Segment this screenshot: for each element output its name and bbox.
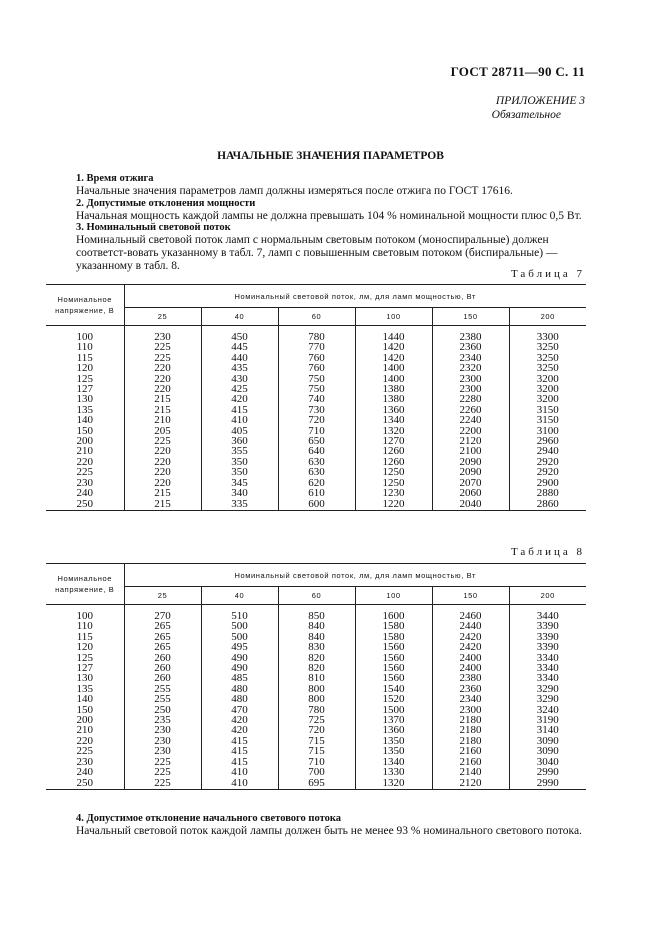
flux-cell: 2160 (432, 746, 509, 756)
flux-cell: 3190 (509, 715, 586, 725)
flux-cell: 2300 (432, 705, 509, 715)
flux-cell: 695 (278, 778, 355, 790)
flux-cell: 1320 (355, 426, 432, 436)
voltage-cell: 125 (76, 372, 93, 385)
voltage-cell: 200 (76, 435, 93, 448)
flux-cell: 760 (278, 353, 355, 363)
flux-cell: 445 (201, 342, 278, 352)
table-7-group-header: Номинальный световой поток, лм, для ламп мощностью, Вт (124, 285, 586, 308)
flux-cell: 1350 (355, 736, 432, 746)
voltage-cell: 100 (76, 331, 93, 343)
flux-cell: 760 (278, 363, 355, 373)
flux-cell: 2240 (432, 415, 509, 425)
flux-cell: 2440 (432, 621, 509, 631)
flux-cell: 3150 (509, 405, 586, 415)
page-header: ГОСТ 28711—90 С. 11 (450, 64, 585, 79)
flux-cell: 2100 (432, 446, 509, 456)
flux-cell: 2320 (432, 363, 509, 373)
flux-cell: 2260 (432, 405, 509, 415)
flux-cell: 495 (201, 642, 278, 652)
flux-cell: 1250 (355, 467, 432, 477)
flux-cell: 235 (124, 715, 201, 725)
voltage-cell: 110 (76, 341, 93, 354)
flux-cell: 1330 (355, 767, 432, 777)
flux-cell: 405 (201, 426, 278, 436)
flux-cell: 715 (278, 736, 355, 746)
power-header: 25 (124, 587, 201, 605)
flux-cell: 2400 (432, 663, 509, 673)
flux-cell: 1340 (355, 757, 432, 767)
flux-cell: 750 (278, 384, 355, 394)
table-row (46, 488, 586, 498)
flux-cell: 3140 (509, 725, 586, 735)
flux-cell: 425 (201, 384, 278, 394)
flux-cell: 800 (278, 694, 355, 704)
flux-cell: 3390 (509, 632, 586, 642)
flux-cell: 255 (124, 694, 201, 704)
flux-cell: 1250 (355, 478, 432, 488)
flux-cell: 2140 (432, 767, 509, 777)
flux-cell: 250 (124, 705, 201, 715)
flux-cell: 2120 (432, 436, 509, 446)
flux-cell: 1270 (355, 436, 432, 446)
flux-cell: 215 (124, 499, 201, 511)
flux-cell: 3200 (509, 374, 586, 384)
flux-cell: 2420 (432, 632, 509, 642)
flux-cell: 1600 (355, 605, 432, 622)
voltage-cell: 130 (76, 393, 93, 406)
section-4-heading: 4. Допустимое отклонение начального светового потока (76, 813, 341, 824)
flux-cell: 2380 (432, 326, 509, 343)
section-4 (76, 812, 586, 838)
flux-cell: 485 (201, 673, 278, 683)
flux-cell: 225 (124, 353, 201, 363)
flux-cell: 490 (201, 663, 278, 673)
flux-cell: 3340 (509, 663, 586, 673)
flux-cell: 2180 (432, 736, 509, 746)
flux-cell: 1560 (355, 653, 432, 663)
flux-cell: 630 (278, 457, 355, 467)
flux-cell: 1420 (355, 342, 432, 352)
flux-cell: 650 (278, 436, 355, 446)
flux-cell: 710 (278, 757, 355, 767)
flux-cell: 225 (124, 767, 201, 777)
flux-cell: 340 (201, 488, 278, 498)
flux-cell: 225 (124, 778, 201, 790)
flux-cell: 410 (201, 415, 278, 425)
voltage-cell: 125 (76, 651, 93, 664)
flux-cell: 470 (201, 705, 278, 715)
flux-cell: 225 (124, 436, 201, 446)
voltage-cell: 115 (76, 630, 93, 643)
flux-cell: 620 (278, 478, 355, 488)
flux-cell: 415 (201, 746, 278, 756)
flux-cell: 355 (201, 446, 278, 456)
flux-cell: 720 (278, 415, 355, 425)
table-7 (46, 284, 586, 511)
flux-cell: 215 (124, 394, 201, 404)
flux-cell: 2990 (509, 767, 586, 777)
section-2-text: Начальная мощность каждой лампы не должна превышать 104 % номинальной мощности плюс 0,5 Вт. (76, 210, 582, 222)
power-header: 150 (432, 308, 509, 326)
flux-cell: 1380 (355, 394, 432, 404)
voltage-cell: 150 (76, 703, 93, 716)
voltage-cell: 210 (76, 445, 93, 458)
flux-cell: 1320 (355, 778, 432, 790)
section-4-text: Начальный световой поток каждой лампы должен быть не менее 93 % номинального светового потока. (76, 825, 582, 837)
flux-cell: 630 (278, 467, 355, 477)
flux-cell: 260 (124, 673, 201, 683)
flux-cell: 3200 (509, 384, 586, 394)
flux-cell: 430 (201, 374, 278, 384)
voltage-cell: 250 (46, 499, 124, 511)
flux-cell: 220 (124, 363, 201, 373)
flux-cell: 610 (278, 488, 355, 498)
voltage-cell: 200 (76, 714, 93, 727)
flux-cell: 2180 (432, 715, 509, 725)
flux-cell: 215 (124, 488, 201, 498)
flux-cell: 3040 (509, 757, 586, 767)
flux-cell: 450 (201, 326, 278, 343)
flux-cell: 2200 (432, 426, 509, 436)
appendix-title: ПРИЛОЖЕНИЕ 3 (495, 95, 585, 107)
flux-cell: 2360 (432, 342, 509, 352)
flux-cell: 1260 (355, 457, 432, 467)
flux-cell: 2860 (509, 499, 586, 511)
flux-cell: 2340 (432, 694, 509, 704)
flux-cell: 3200 (509, 394, 586, 404)
flux-cell: 3390 (509, 621, 586, 631)
voltage-cell: 120 (76, 641, 93, 654)
flux-cell: 510 (201, 605, 278, 622)
table-7-voltage-header: Номинальное напряжение, В (46, 285, 124, 326)
table-row (46, 778, 586, 790)
flux-cell: 1520 (355, 694, 432, 704)
flux-cell: 265 (124, 621, 201, 631)
voltage-cell: 150 (76, 424, 93, 437)
flux-cell: 2120 (432, 778, 509, 790)
flux-cell: 420 (201, 715, 278, 725)
flux-cell: 435 (201, 363, 278, 373)
flux-cell: 770 (278, 342, 355, 352)
flux-cell: 480 (201, 684, 278, 694)
flux-cell: 2420 (432, 642, 509, 652)
voltage-cell: 240 (76, 487, 93, 500)
flux-cell: 415 (201, 757, 278, 767)
flux-cell: 230 (124, 326, 201, 343)
flux-cell: 850 (278, 605, 355, 622)
flux-cell: 820 (278, 663, 355, 673)
power-header: 100 (355, 308, 432, 326)
flux-cell: 265 (124, 642, 201, 652)
flux-cell: 360 (201, 436, 278, 446)
flux-cell: 3090 (509, 746, 586, 756)
flux-cell: 2460 (432, 605, 509, 622)
power-header: 150 (432, 587, 509, 605)
flux-cell: 270 (124, 605, 201, 622)
flux-cell: 410 (201, 767, 278, 777)
flux-cell: 3250 (509, 353, 586, 363)
section-3 (76, 221, 586, 273)
voltage-cell: 230 (76, 755, 93, 768)
flux-cell: 1360 (355, 725, 432, 735)
table-8-voltage-header: Номинальное напряжение, В (46, 564, 124, 605)
flux-cell: 2160 (432, 757, 509, 767)
flux-cell: 415 (201, 405, 278, 415)
table-8 (46, 563, 586, 790)
flux-cell: 260 (124, 653, 201, 663)
flux-cell: 600 (278, 499, 355, 511)
flux-cell: 2060 (432, 488, 509, 498)
flux-cell: 780 (278, 326, 355, 343)
flux-cell: 1220 (355, 499, 432, 511)
voltage-cell: 135 (76, 403, 93, 416)
flux-cell: 2300 (432, 374, 509, 384)
flux-cell: 2960 (509, 436, 586, 446)
flux-cell: 1360 (355, 405, 432, 415)
flux-cell: 2090 (432, 457, 509, 467)
flux-cell: 1560 (355, 642, 432, 652)
flux-cell: 720 (278, 725, 355, 735)
flux-cell: 1580 (355, 621, 432, 631)
voltage-cell: 135 (76, 682, 93, 695)
voltage-cell: 127 (76, 662, 93, 675)
section-1 (76, 172, 586, 198)
flux-cell: 2180 (432, 725, 509, 735)
flux-cell: 480 (201, 694, 278, 704)
flux-cell: 740 (278, 394, 355, 404)
table-row (46, 326, 586, 343)
table-7-caption: Таблица 7 (510, 268, 585, 280)
power-header: 200 (509, 308, 586, 326)
flux-cell: 3300 (509, 326, 586, 343)
flux-cell: 3390 (509, 642, 586, 652)
power-header: 60 (278, 308, 355, 326)
flux-cell: 335 (201, 499, 278, 511)
flux-cell: 500 (201, 632, 278, 642)
flux-cell: 2880 (509, 488, 586, 498)
flux-cell: 3250 (509, 342, 586, 352)
flux-cell: 3150 (509, 415, 586, 425)
flux-cell: 345 (201, 478, 278, 488)
flux-cell: 220 (124, 446, 201, 456)
flux-cell: 490 (201, 653, 278, 663)
flux-cell: 350 (201, 467, 278, 477)
flux-cell: 750 (278, 374, 355, 384)
flux-cell: 225 (124, 342, 201, 352)
flux-cell: 410 (201, 778, 278, 790)
flux-cell: 2090 (432, 467, 509, 477)
flux-cell: 1580 (355, 632, 432, 642)
flux-cell: 3440 (509, 605, 586, 622)
flux-cell: 700 (278, 767, 355, 777)
flux-cell: 230 (124, 736, 201, 746)
flux-cell: 1420 (355, 353, 432, 363)
flux-cell: 210 (124, 415, 201, 425)
flux-cell: 415 (201, 736, 278, 746)
flux-cell: 2340 (432, 353, 509, 363)
flux-cell: 500 (201, 621, 278, 631)
flux-cell: 1260 (355, 446, 432, 456)
appendix-label (492, 94, 585, 122)
section-3-heading: 3. Номинальный световой поток (76, 222, 231, 233)
power-header: 200 (509, 587, 586, 605)
flux-cell: 3100 (509, 426, 586, 436)
flux-cell: 1400 (355, 374, 432, 384)
flux-cell: 830 (278, 642, 355, 652)
flux-cell: 2300 (432, 384, 509, 394)
voltage-cell: 140 (76, 414, 93, 427)
flux-cell: 2280 (432, 394, 509, 404)
flux-cell: 260 (124, 663, 201, 673)
voltage-cell: 225 (76, 745, 93, 758)
table-row (46, 499, 586, 511)
flux-cell: 3250 (509, 363, 586, 373)
flux-cell: 1540 (355, 684, 432, 694)
flux-cell: 715 (278, 746, 355, 756)
section-3-text: Номинальный световой поток ламп с нормальным световым потоком (моноспиральные) должен соответст-вовать указанному в табл. 7, ламп с повышенным световым потоком (биспиральные) — указанному в табл. 8. (76, 234, 558, 272)
flux-cell: 220 (124, 467, 201, 477)
flux-cell: 230 (124, 725, 201, 735)
flux-cell: 220 (124, 478, 201, 488)
flux-cell: 730 (278, 405, 355, 415)
appendix-status: Обязательное (491, 109, 561, 121)
flux-cell: 1370 (355, 715, 432, 725)
section-2 (76, 197, 586, 223)
flux-cell: 1560 (355, 663, 432, 673)
voltage-cell: 100 (76, 610, 93, 622)
flux-cell: 1380 (355, 384, 432, 394)
voltage-cell: 127 (76, 383, 93, 396)
table-8-group-header: Номинальный световой поток, лм, для ламп мощностью, Вт (124, 564, 586, 587)
flux-cell: 2070 (432, 478, 509, 488)
flux-cell: 205 (124, 426, 201, 436)
flux-cell: 1500 (355, 705, 432, 715)
flux-cell: 2990 (509, 778, 586, 790)
power-header: 100 (355, 587, 432, 605)
flux-cell: 2380 (432, 673, 509, 683)
voltage-cell: 120 (76, 362, 93, 375)
power-header: 40 (201, 587, 278, 605)
flux-cell: 840 (278, 621, 355, 631)
flux-cell: 220 (124, 457, 201, 467)
flux-cell: 1560 (355, 673, 432, 683)
section-2-heading: 2. Допустимые отклонения мощности (76, 198, 256, 209)
flux-cell: 265 (124, 632, 201, 642)
voltage-cell: 220 (76, 734, 93, 747)
flux-cell: 1400 (355, 363, 432, 373)
flux-cell: 2040 (432, 499, 509, 511)
voltage-cell: 130 (76, 672, 93, 685)
voltage-cell: 240 (76, 766, 93, 779)
flux-cell: 3340 (509, 673, 586, 683)
flux-cell: 2400 (432, 653, 509, 663)
flux-cell: 420 (201, 394, 278, 404)
document-title: НАЧАЛЬНЫЕ ЗНАЧЕНИЯ ПАРАМЕТРОВ (217, 150, 444, 162)
voltage-cell: 230 (76, 476, 93, 489)
power-header: 60 (278, 587, 355, 605)
flux-cell: 225 (124, 757, 201, 767)
table-row (46, 767, 586, 777)
voltage-cell: 220 (76, 455, 93, 468)
flux-cell: 230 (124, 746, 201, 756)
power-header: 40 (201, 308, 278, 326)
flux-cell: 440 (201, 353, 278, 363)
flux-cell: 800 (278, 684, 355, 694)
flux-cell: 215 (124, 405, 201, 415)
flux-cell: 710 (278, 426, 355, 436)
voltage-cell: 140 (76, 693, 93, 706)
flux-cell: 1350 (355, 746, 432, 756)
voltage-cell: 210 (76, 724, 93, 737)
flux-cell: 2900 (509, 478, 586, 488)
flux-cell: 3240 (509, 705, 586, 715)
flux-cell: 3340 (509, 653, 586, 663)
flux-cell: 1230 (355, 488, 432, 498)
flux-cell: 2360 (432, 684, 509, 694)
flux-cell: 1440 (355, 326, 432, 343)
flux-cell: 3090 (509, 736, 586, 746)
flux-cell: 3290 (509, 694, 586, 704)
flux-cell: 1340 (355, 415, 432, 425)
flux-cell: 820 (278, 653, 355, 663)
table-8-caption: Таблица 8 (510, 546, 585, 558)
flux-cell: 725 (278, 715, 355, 725)
flux-cell: 780 (278, 705, 355, 715)
flux-cell: 2940 (509, 446, 586, 456)
voltage-cell: 115 (76, 351, 93, 364)
section-1-heading: 1. Время отжига (76, 173, 154, 184)
flux-cell: 640 (278, 446, 355, 456)
flux-cell: 2920 (509, 467, 586, 477)
section-1-text: Начальные значения параметров ламп должны измеряться после отжига по ГОСТ 17616. (76, 185, 513, 197)
flux-cell: 220 (124, 384, 201, 394)
flux-cell: 350 (201, 457, 278, 467)
flux-cell: 2920 (509, 457, 586, 467)
flux-cell: 810 (278, 673, 355, 683)
table-row (46, 605, 586, 622)
voltage-cell: 225 (76, 466, 93, 479)
power-header: 25 (124, 308, 201, 326)
voltage-cell: 110 (76, 620, 93, 633)
voltage-cell: 250 (46, 778, 124, 790)
flux-cell: 840 (278, 632, 355, 642)
flux-cell: 3290 (509, 684, 586, 694)
flux-cell: 420 (201, 725, 278, 735)
flux-cell: 220 (124, 374, 201, 384)
flux-cell: 255 (124, 684, 201, 694)
